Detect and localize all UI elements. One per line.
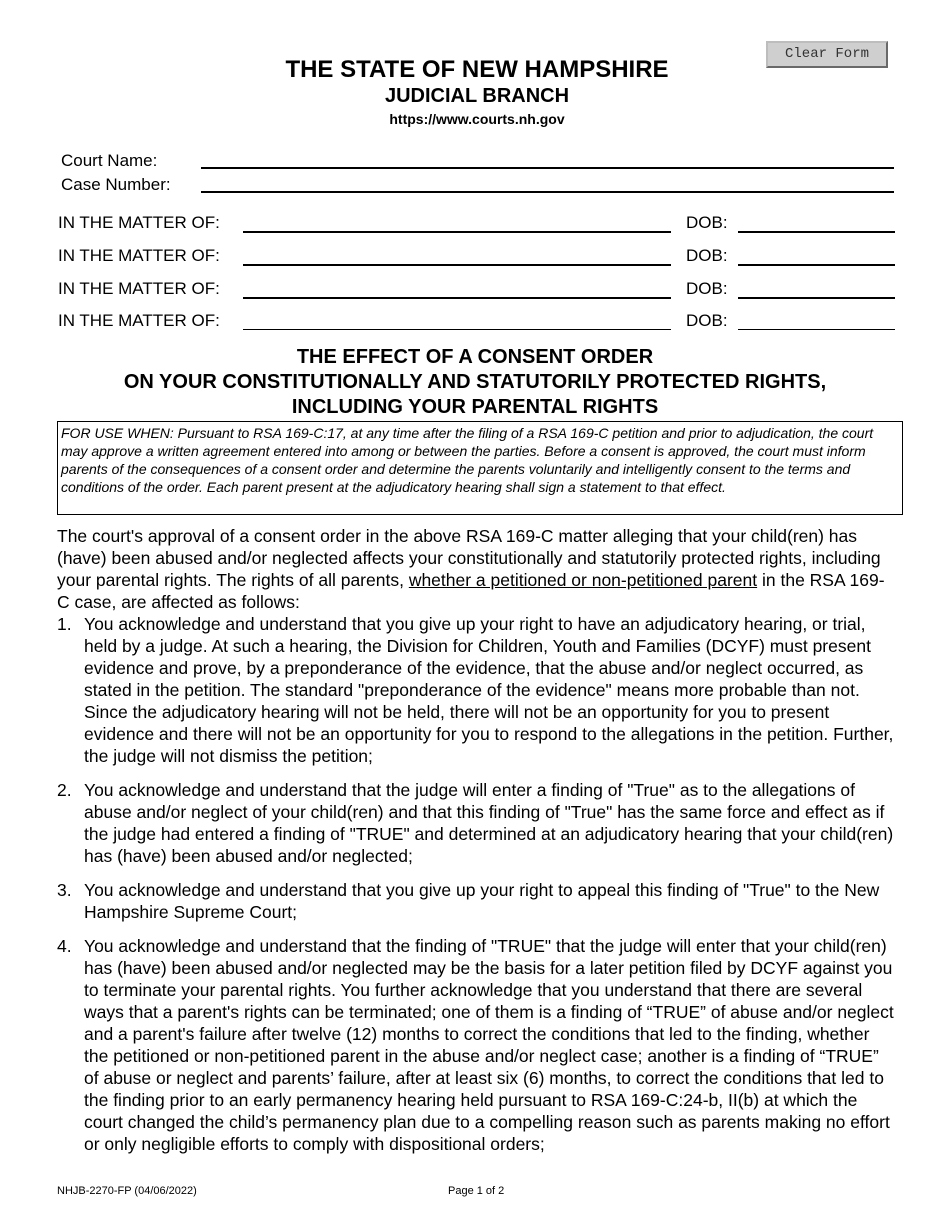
- title-line-3: INCLUDING YOUR PARENTAL RIGHTS: [291, 396, 659, 418]
- intro-text-1: The court's approval of a consent order in the above RSA 169-C matter alleging that your child(ren) has (have) been abused and/or neglected affects your constitutionally and statutorily protected rights, including your parental rights. The rights of all parents,: [57, 526, 881, 590]
- item-text: You acknowledge and understand that the finding of "TRUE" that the judge will enter that your child(ren) has (have) been abused and/or neglected may be the basis for a later petition filed by DCYF against you to terminate your parental rights. You further acknowledge that you understand that there are several ways that a parent's rights can be terminated; one of them is a finding of “TRUE” of abuse and/or neglect and a parent's failure after twelve (12) months to correct the conditions that led to the finding, whether the petitioned or non-petitioned parent in the abuse and/or neglect case; another is a finding of “TRUE” of abuse or neglect and parents’ failure, after at least six (6) months, to correct the conditions that led to the finding prior to an early permanency hearing held pursuant to RSA 169-C:24-b, II(b) at which the court changed the child’s permanency plan due to a compelling reason such as parents making no effort or only negligible efforts to comply with dispositional orders;: [84, 936, 894, 1154]
- dob-label-2: DOB:: [686, 246, 728, 265]
- dob-label-3: DOB:: [686, 279, 728, 298]
- matter-label-4: IN THE MATTER OF:: [58, 311, 220, 330]
- item-text: You acknowledge and understand that you give up your right to have an adjudicatory hearing, or trial, held by a judge. At such a hearing, the Division for Children, Youth and Families (DCYF) must present evidence and prove, by a preponderance of the evidence, that the abuse and/or neglect occurred, as stated in the petition. The standard "preponderance of the evidence" means more probable than not. Since the adjudicatory hearing will not be held, there will not be an opportunity for you to present evidence and there will not be an opportunity for you to respond to the allegations in the petition. Further, the judge will not dismiss the petition;: [84, 614, 894, 766]
- matter-label-3: IN THE MATTER OF:: [58, 279, 220, 298]
- item-number: 4.: [57, 936, 72, 956]
- state-title: THE STATE OF NEW HAMPSHIRE: [285, 56, 669, 83]
- matter-label-2: IN THE MATTER OF:: [58, 246, 220, 265]
- court-url: https://www.courts.nh.gov: [389, 111, 565, 127]
- form-header: [0, 56, 950, 128]
- item-number: 2.: [57, 780, 72, 800]
- title-line-1: THE EFFECT OF A CONSENT ORDER: [296, 346, 654, 368]
- acknowledgement-list: [57, 613, 897, 1155]
- dob-label-1: DOB:: [686, 213, 728, 232]
- intro-underlined: whether a petitioned or non-petitioned parent: [408, 570, 758, 590]
- dob-label-4: DOB:: [686, 311, 728, 330]
- dob-field-2[interactable]: [738, 264, 895, 266]
- intro-text-2: in the RSA 169-C case, are affected as follows:: [57, 570, 885, 612]
- dob-field-3[interactable]: [738, 297, 895, 299]
- intro-paragraph: [57, 525, 897, 613]
- item-text: You acknowledge and understand that the judge will enter a finding of "True" as to the allegations of abuse and/or neglect of your child(ren) and that this finding of "True" has the same force and effect as if the judge had entered a finding of "TRUE" and determined at an adjudicatory hearing that your child(ren) has (have) been abused and/or neglected;: [84, 780, 894, 866]
- list-item: [57, 879, 897, 923]
- case-number-field[interactable]: [201, 191, 894, 193]
- document-title: [0, 345, 950, 420]
- for-use-when-box: FOR USE WHEN: Pursuant to RSA 169-C:17, at any time after the filing of a RSA 169-C petition and prior to adjudication, the court may approve a written agreement entered into among or between the parties. Before a consent is approved, the court must inform parents of the consequences of a consent order and determine the parents voluntarily and intelligently consent to the terms and conditions of the order. Each parent present at the adjudicatory hearing shall sign a statement to that effect.: [57, 421, 903, 515]
- matter-field-2[interactable]: [243, 264, 671, 266]
- form-id: NHJB-2270-FP (04/06/2022): [57, 1185, 197, 1197]
- title-line-2: ON YOUR CONSTITUTIONALLY AND STATUTORILY PROTECTED RIGHTS,: [123, 371, 827, 393]
- matter-label-1: IN THE MATTER OF:: [58, 213, 220, 232]
- item-number: 3.: [57, 880, 72, 900]
- branch-title: JUDICIAL BRANCH: [384, 85, 570, 107]
- list-item: [57, 935, 897, 1155]
- court-name-field[interactable]: [201, 167, 894, 169]
- list-item: [57, 613, 897, 767]
- item-text: You acknowledge and understand that you give up your right to appeal this finding of "True" to the New Hampshire Supreme Court;: [84, 880, 880, 922]
- page-number: Page 1 of 2: [448, 1185, 505, 1197]
- list-item: [57, 779, 897, 867]
- court-name-label: Court Name:: [61, 151, 158, 170]
- dob-field-1[interactable]: [738, 231, 895, 233]
- document-body: [57, 525, 897, 1167]
- case-number-label: Case Number:: [61, 175, 171, 194]
- dob-field-4[interactable]: [738, 329, 895, 330]
- item-number: 1.: [57, 614, 72, 634]
- matter-field-1[interactable]: [243, 231, 671, 233]
- matter-field-4[interactable]: [243, 329, 671, 330]
- matter-field-3[interactable]: [243, 297, 671, 299]
- clear-form-button[interactable]: Clear Form: [766, 41, 888, 68]
